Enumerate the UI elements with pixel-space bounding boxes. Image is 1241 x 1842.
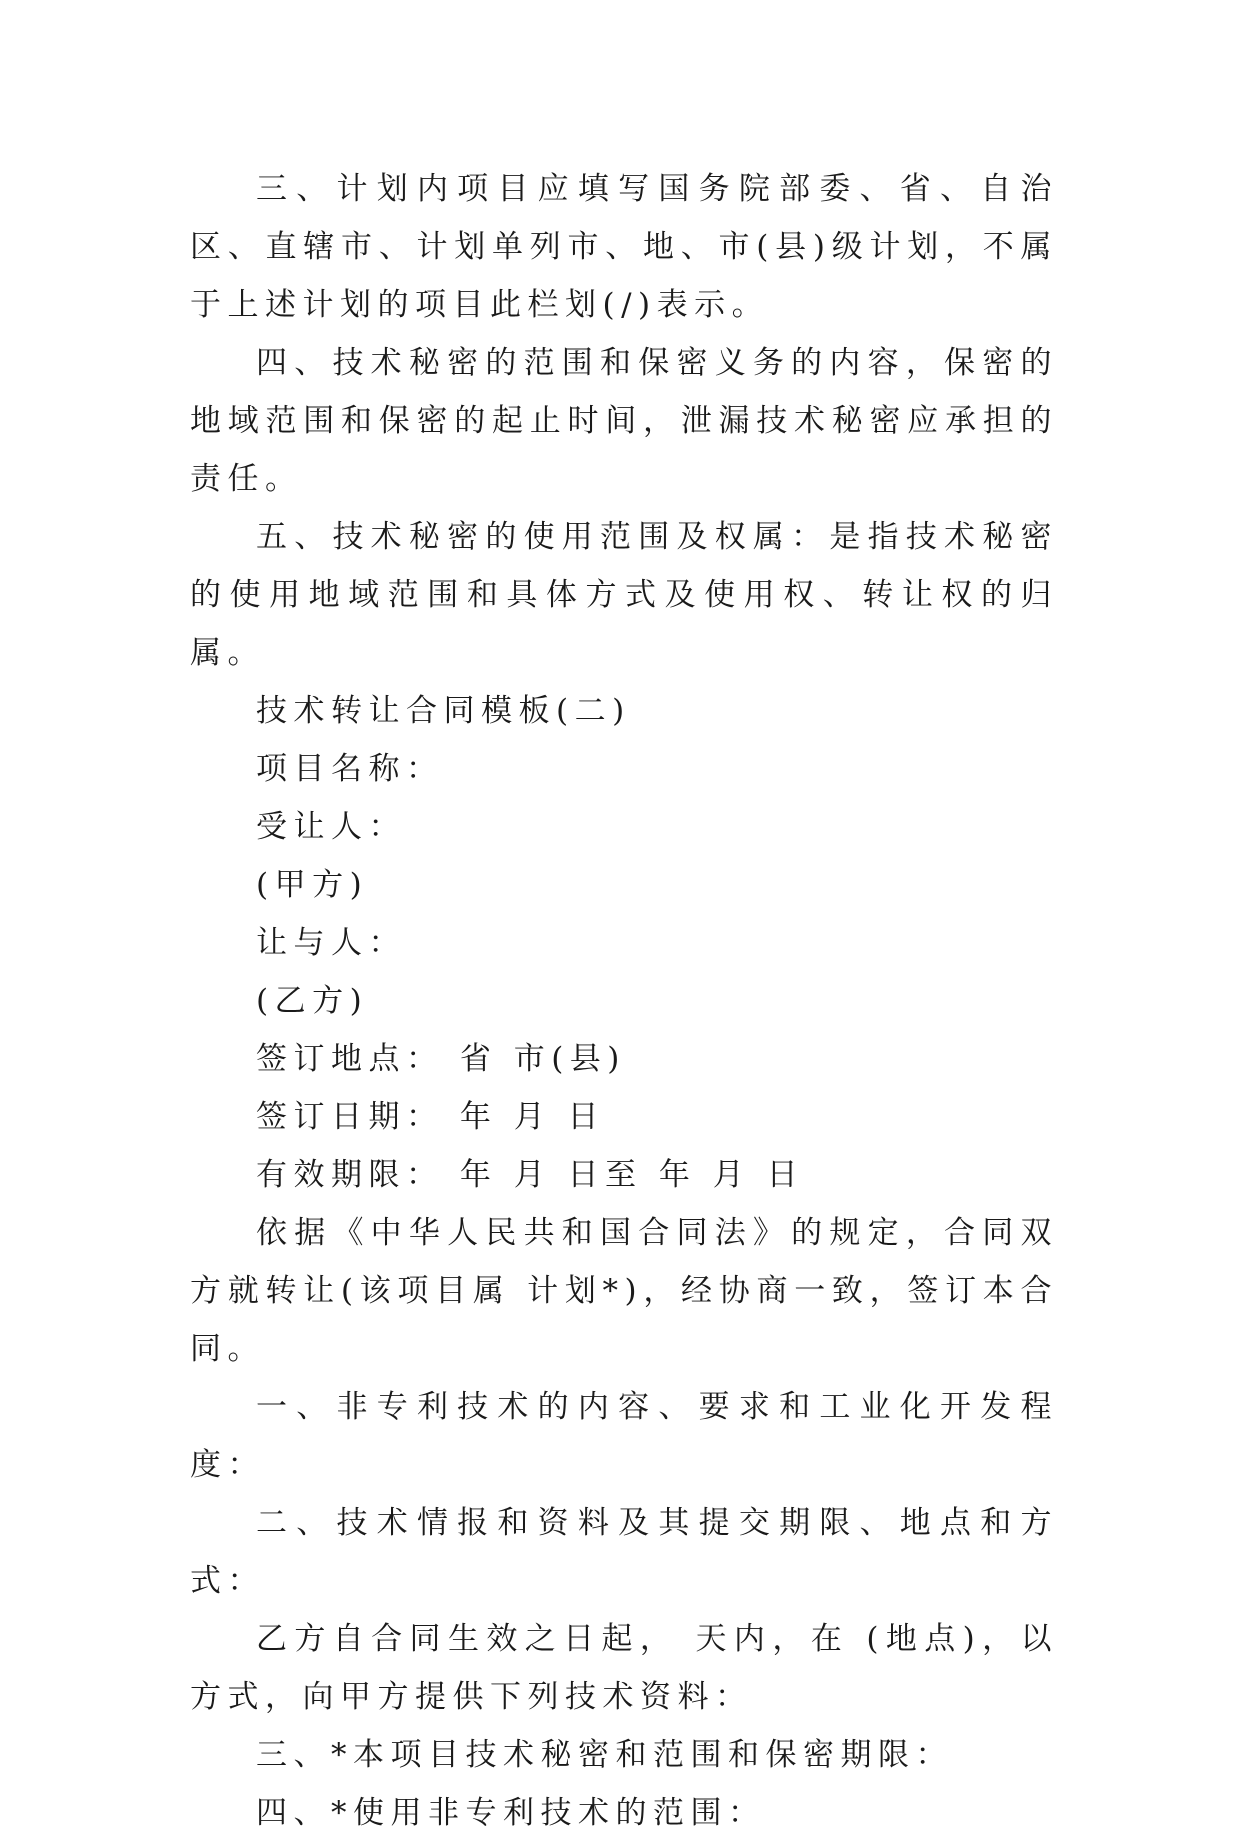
signing-date-field: 签订日期： 年 月 日 — [256, 1099, 606, 1135]
document-body — [190, 160, 1058, 1842]
paragraph-plan-items: 三、计划内项目应填写国务院部委、省、自治区、直辖市、计划单列市、地、市(县)级计划，不属于上述计划的项目此栏划(/)表示。 — [190, 171, 1058, 323]
project-name-field: 项目名称： — [256, 751, 444, 787]
clause-1: 一、非专利技术的内容、要求和工业化开发程度： — [190, 1389, 1058, 1483]
paragraph-secret-usage: 五、技术秘密的使用范围及权属：是指技术秘密的使用地域范围和具体方式及使用权、转让权的归属。 — [190, 519, 1058, 671]
party-a-label: (甲方) — [256, 867, 369, 903]
validity-period-field: 有效期限： 年 月 日至 年 月 日 — [256, 1157, 805, 1193]
template-title: 技术转让合同模板(二) — [256, 693, 631, 729]
transferee-field: 受让人： — [256, 809, 406, 845]
transferor-field: 让与人： — [256, 925, 406, 961]
clause-4: 四、*使用非专利技术的范围： — [256, 1795, 766, 1831]
signing-place-field: 签订地点： 省 市(县) — [256, 1041, 626, 1077]
party-b-label: (乙方) — [256, 983, 369, 1019]
clause-2: 二、技术情报和资料及其提交期限、地点和方式： — [190, 1505, 1058, 1599]
clause-3: 三、*本项目技术秘密和范围和保密期限： — [256, 1737, 953, 1773]
paragraph-delivery: 乙方自合同生效之日起， 天内，在 (地点)，以 方式，向甲方提供下列技术资料： — [190, 1621, 1058, 1715]
paragraph-secret-scope: 四、技术秘密的范围和保密义务的内容，保密的地域范围和保密的起止时间，泄漏技术秘密应承担的责任。 — [190, 345, 1058, 497]
paragraph-legal-basis: 依据《中华人民共和国合同法》的规定，合同双方就转让(该项目属 计划*)，经协商一致，签订本合同。 — [190, 1215, 1058, 1367]
